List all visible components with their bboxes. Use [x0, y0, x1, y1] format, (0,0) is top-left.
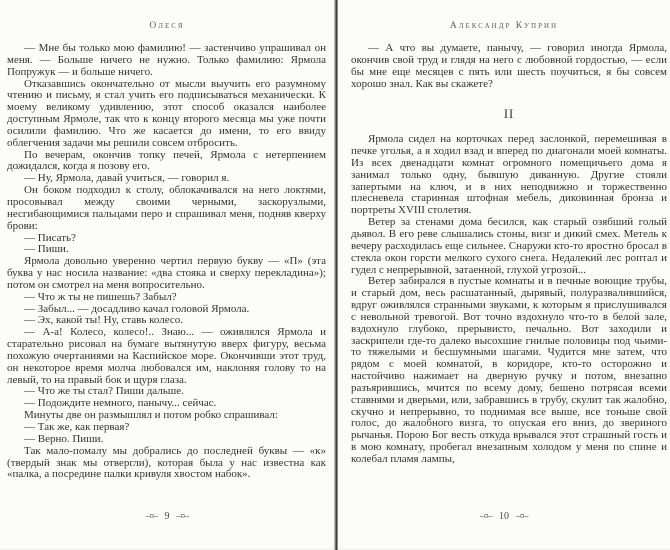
- paragraph: — Подождите немного, панычу... сейчас.: [24, 397, 217, 410]
- paragraph: Он боком подходил к столу, облокачивался на него локтями, просовывал между своими черными, заскорузлыми, несгибающимися пальцами перо и спрашивал меня, подняв кверху брови:: [7, 184, 326, 232]
- page-left[interactable]: [0, 0, 334, 550]
- page-body-left: [7, 43, 326, 514]
- folio-ornament-left: –¤–: [145, 511, 158, 521]
- folio-ornament-left: –¤–: [480, 511, 492, 521]
- folio-ornament-right: –¤–: [516, 511, 528, 521]
- paragraph: — Ну, Ярмола, давай учиться, — говорил я.: [24, 172, 230, 185]
- running-head-right: Александр Куприн: [449, 21, 559, 31]
- paragraph: Ярмола сидел на корточках перед заслонкой, перемешивая в печке уголья, а я ходил взад и вперед по диагонали моей комнаты. Из всех двенадцати комнат огромного помещичьего дома я занимал только одну, бывшую диванную. Другие стояли запертыми на ключ, и в них неподвижно и торжественно плесневела старинная штофная мебель, диковинная бронза и портреты XVIII столетия.: [351, 133, 667, 217]
- paragraph: Отказавшись окончательно от мысли выучить его разумному чтению и письму, я стал учить его подписываться механически. К моему великому удивлению, этот способ оказался наиболее доступным Ярмоле, так что к концу второго месяца мы уже почти осилили фамилию. Что же касается до имени, то его ввиду облегчения задачи мы решили совсем отбросить.: [7, 77, 326, 149]
- chapter-heading: II: [503, 107, 515, 122]
- paragraph: — А-а! Колесо, колесо!.. Знаю... — оживлялся Ярмола и старательно рисовал на бумаге вытянутую вверх фигуру, весьма похожую очертаниями на Каспийское море. Окончивши этот труд, он некоторое время молча любовался им, наклоняя голову то на левый, то на правый бок и щуря глаза.: [7, 326, 326, 386]
- paragraph: По вечерам, окончив топку печей, Ярмола с нетерпением дожидался, когда я позову его.: [7, 148, 326, 173]
- folio-number: 9: [164, 511, 170, 522]
- paragraph: — Пиши.: [24, 243, 69, 256]
- folio-number: 10: [499, 511, 509, 522]
- paragraph: Ярмола довольно уверенно чертил первую букву — «П» (эта буква у нас носила название: «два стояка и сверху перекладина»); потом он смотрел на меня вопросительно.: [7, 255, 326, 291]
- paragraph: — А что вы думаете, панычу, — говорил иногда Ярмола, окончив свой труд и глядя на него с любовной гордостью, — если бы мне еще месяцев с пять или шесть поучиться, я бы совсем хорошо знал. Как вы скажете?: [351, 43, 667, 90]
- paragraph: — Мне бы только мою фамилию! — застенчиво упрашивал он меня. — Больше ничего не нужно. Только фамилию: Ярмола Попружук — и больше ничего.: [7, 43, 326, 78]
- paragraph: — Так же, как первая?: [24, 421, 130, 433]
- paragraph: — Писать?: [24, 231, 76, 244]
- paragraph: Минуты две он размышлял и потом робко спрашивал:: [24, 409, 278, 422]
- page-number-right: [338, 511, 670, 522]
- paragraph: Ветер забирался в пустые комнаты и в печные воющие трубы, и старый дом, весь расшатанный, дырявый, полуразвалившийся, вдруг оживлялся странными звуками, к которым я прислушивался с невольной тревогой. Вот точно вздохнуло что-то в белой зале, вздохнуло глубоко, прерывисто, печально. Вот заходили и заскрипели где-то далеко высохшие гнилые половицы под чьими-то тяжелыми и бесшумными шагами. Чудится мне затем, что рядом с моей комнатой, в коридоре, кто-то осторожно и настойчиво нажимает на дверную ручку и потом, внезапно разъярившись, мчится по всему дому, бешено потрясая всеми ставнями и дверьми, или, забравшись в трубу, скулит так жалобно, скучно и непрерывно, то поднимая все выше, все тоньше свой голос, до жалобного визга, то опуская его вниз, до звериного рычанья. Порою Бог весть откуда врывался этот страшный гость и в мою комнату, пробегал внезапным холодом у меня по спине и колебал пламя лампы,: [351, 275, 667, 465]
- paragraph: Ветер за стенами дома бесился, как старый озябший голый дьявол. В его реве слышались стоны, визг и дикий смех. Метель к вечеру расходилась еще сильнее. Снаружи кто-то яростно бросал в стекла окон горсти мелкого сухого снега. Недалекий лес роптал и гудел с непрерывной, затаенной, глухой угрозой...: [351, 216, 667, 276]
- folio-ornament-right: –¤–: [176, 511, 189, 521]
- paragraph: Так мало-помалу мы добрались до последней буквы — «к» (твердый знак мы отвергли), которая была у нас известна как «палка, а посредине палки кривуля хвостом набок».: [7, 444, 326, 481]
- opening-section: [351, 43, 667, 90]
- paragraph: — Эх, какой ты! Ну, ставь колесо.: [24, 314, 184, 327]
- page-number-left: [0, 511, 334, 522]
- running-head-left: Олеся: [149, 21, 185, 31]
- paragraph: — Забыл... — досадливо качал головой Ярмола.: [24, 302, 250, 315]
- paragraph: — Что же ты стал? Пиши дальше.: [24, 385, 184, 398]
- paragraph: — Верно. Пиши.: [24, 432, 104, 445]
- page-body-right: [351, 43, 667, 514]
- chapter-section: [351, 134, 667, 466]
- page-right[interactable]: [338, 0, 670, 550]
- paragraph: — Что ж ты не пишешь? Забыл?: [24, 290, 177, 303]
